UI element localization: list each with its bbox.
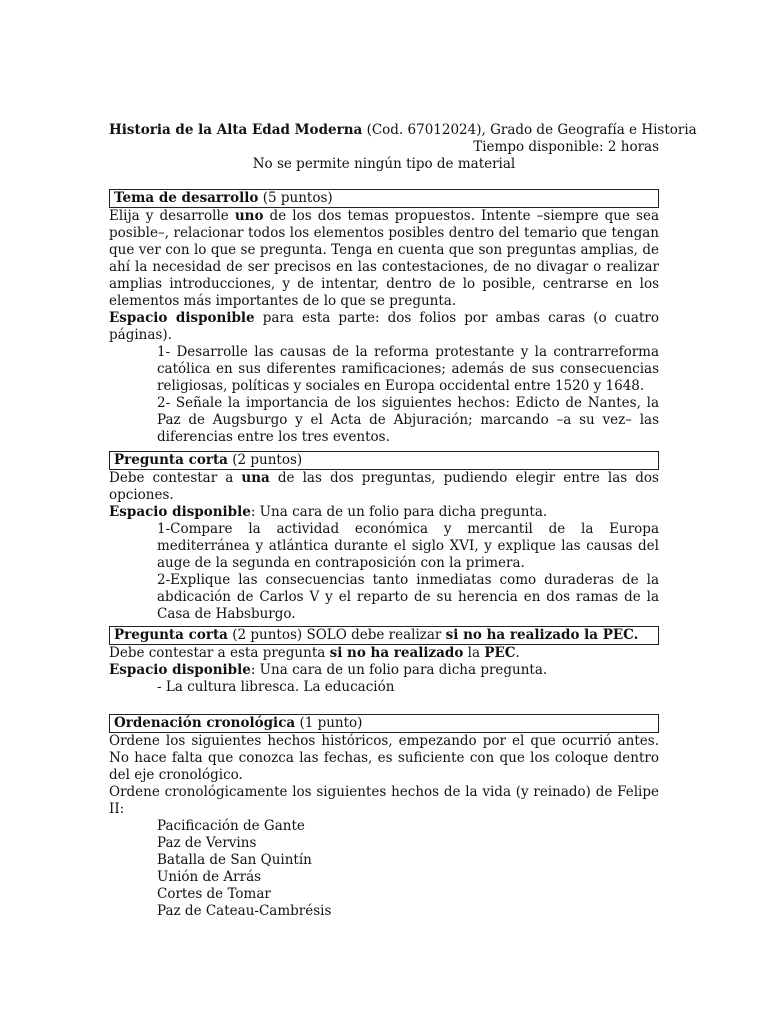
section-points: (2 puntos)	[227, 452, 303, 468]
course-code: (Cod. 67012024), Grado de Geografía e Historia	[362, 122, 697, 138]
event-item: Batalla de San Quintín	[157, 852, 312, 868]
instructions-paragraph	[109, 208, 659, 310]
question-1: - La cultura libresca. La educación	[157, 679, 395, 695]
section-title: Tema de desarrollo	[114, 190, 259, 206]
material-note: No se permite ningún tipo de material	[252, 156, 516, 172]
space-text: : Una cara de un folio para dicha pregunta.	[250, 504, 548, 520]
event-item: Pacificación de Gante	[157, 818, 305, 834]
section-title: Pregunta corta	[114, 452, 228, 468]
instructions-text: Debe contestar a	[109, 470, 242, 486]
section-ordenacion-cronologica	[109, 714, 659, 920]
instructions-text: Debe contestar a esta pregunta	[109, 645, 330, 661]
instructions-text: de las dos preguntas, pudiendo elegir entre las dos opciones.	[109, 470, 659, 503]
section-heading	[109, 451, 659, 470]
section-heading	[109, 714, 659, 733]
event-item: Paz de Vervins	[157, 835, 257, 851]
event-item: Unión de Arrás	[157, 869, 262, 885]
section-heading	[109, 189, 659, 208]
section-points: (1 punto)	[295, 715, 363, 731]
question-1: 1-Compare la actividad económica y mercantil de la Europa mediterránea y atlántica durante el siglo XVI, y explique las causas del auge de la segunda en contraposición con la primera.	[157, 521, 659, 571]
instructions-emphasis: una	[241, 470, 270, 486]
section-title: Ordenación cronológica	[114, 715, 296, 731]
course-title: Historia de la Alta Edad Moderna	[109, 122, 363, 138]
time-available: Tiempo disponible: 2 horas	[473, 139, 659, 155]
exam-header	[109, 122, 697, 173]
event-item: Paz de Cateau-Cambrésis	[157, 903, 332, 919]
space-available	[109, 504, 659, 521]
section-points: (5 puntos)	[258, 190, 333, 206]
instructions-text: la	[463, 645, 485, 661]
instructions-text: .	[515, 645, 520, 661]
instructions-text: de los dos temas propuestos. Intente –siempre que sea posible–, relacionar todos los elementos posibles dentro del temario que tengan que ver con lo que se pregunta. Tenga en cuenta que son preguntas amplias, de ahí la necesidad de ser precisos en las contestaciones, de no divagar o realizar amplias introducciones, y de intentar, dentro de lo posible, centrarse en los elementos más importantes de lo que se pregunta.	[109, 208, 659, 309]
section-pregunta-corta-2	[109, 626, 659, 696]
space-available	[109, 662, 659, 679]
section-points: (2 puntos) SOLO debe realizar	[227, 627, 446, 643]
instructions-text: Elija y desarrolle	[109, 208, 235, 224]
question-2: 2- Señale la importancia de los siguientes hechos: Edicto de Nantes, la Paz de Augsburgo y el Acta de Abjuración; marcando –a su vez– las diferencias entre los tres eventos.	[157, 395, 659, 445]
question-1: 1- Desarrolle las causas de la reforma protestante y la contrarreforma católica en sus diferentes ramificaciones; además de sus consecuencias religiosas, políticas y sociales en Europa occidental entre 1520 y 1648.	[157, 344, 659, 394]
section-tema-desarrollo	[109, 189, 659, 446]
section-title: Pregunta corta	[114, 627, 228, 643]
space-label: Espacio disponible	[109, 662, 251, 678]
section-heading	[109, 626, 659, 645]
space-text: para esta parte: dos folios por ambas caras (o cuatro páginas).	[109, 310, 659, 343]
space-label: Espacio disponible	[109, 504, 251, 520]
question-2: 2-Explique las consecuencias tanto inmediatas como duraderas de la abdicación de Carlos V y el reparto de su herencia en dos ramas de la Casa de Habsburgo.	[157, 572, 659, 622]
section-condition: si no ha realizado la PEC.	[445, 627, 639, 643]
instructions-paragraph	[109, 645, 659, 662]
space-available	[109, 310, 659, 344]
space-label: Espacio disponible	[109, 310, 255, 326]
instructions-paragraph	[109, 470, 659, 504]
instructions-paragraph: Ordene los siguientes hechos históricos, empezando por el que ocurrió antes. No hace falta que conozca las fechas, es suficiente con que los coloque dentro del eje cronológico.	[109, 733, 659, 783]
section-pregunta-corta-1	[109, 451, 659, 623]
instructions-emphasis: si no ha realizado	[329, 645, 464, 661]
event-item: Cortes de Tomar	[157, 886, 271, 902]
instructions-emphasis: uno	[234, 208, 264, 224]
instructions-paragraph: Ordene cronológicamente los siguientes hechos de la vida (y reinado) de Felipe II:	[109, 784, 659, 817]
course-line	[109, 122, 697, 139]
instructions-emphasis: PEC	[484, 645, 516, 661]
space-text: : Una cara de un folio para dicha pregunta.	[250, 662, 548, 678]
